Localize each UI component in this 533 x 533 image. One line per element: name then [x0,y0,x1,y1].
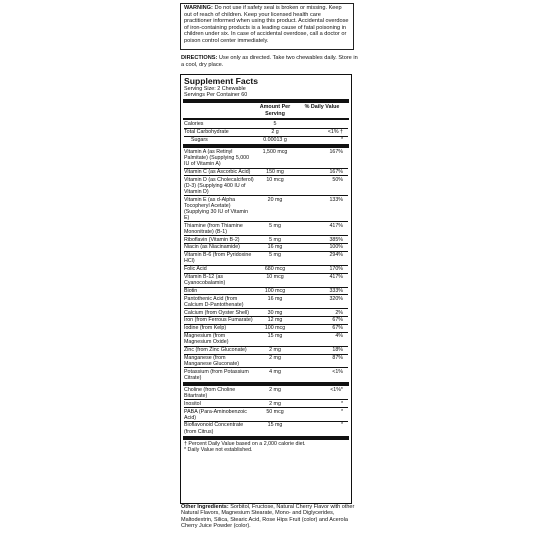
nutrient-name: Vitamin B-6 (from Pyridoxine HCl) [184,252,252,265]
nutrient-amount: 5 mg [269,236,281,243]
nutrient-amount: 5 [273,121,277,128]
divider-thick [183,382,349,386]
divider-medium [183,118,349,120]
nutrient-row [184,387,348,399]
nutrient-row [184,401,348,407]
nutrient-name: Riboflavin (Vitamin B-2) [184,236,240,243]
nutrient-dv: 133% [329,196,343,203]
directions-text: Use only as directed. Take two chewables daily. Store in a cool, dry place. [181,55,358,68]
nutrient-row [184,369,348,381]
nutrient-dv: 67% [332,317,343,324]
nutrient-amount: 20 mg [267,196,283,203]
nutrient-dv: 2% [335,309,343,316]
nutrient-dv: 294% [329,252,343,259]
nutrient-amount: 2 mg [269,400,281,407]
nutrient-dv: 87% [332,354,343,361]
nutrient-row [184,310,348,316]
nutrient-row [184,409,348,421]
nutrient-name: Inositol [184,400,201,407]
nutrient-amount: 0.00013 g [263,136,287,143]
nutrient-name: Vitamin D (as Cholecalciferol) (D-3) (Supplying 400 IU of Vitamin D) [184,176,254,195]
nutrient-amount: 15 mg [267,333,283,340]
nutrient-dv: 67% [332,325,343,332]
directions-label: DIRECTIONS: [181,55,218,61]
nutrient-amount: 10 mcg [266,273,284,280]
nutrient-name: Manganese (from Manganese Gluconate) [184,354,240,367]
warning-label: WARNING: [184,5,213,11]
nutrient-row [184,137,348,143]
other-ingredients [181,504,357,529]
nutrient-name: Magnesium (from Magnesium Oxide) [184,333,229,346]
nutrient-name: Biotin [184,287,198,294]
nutrient-name: PABA (Para-Aminobenzoic Acid) [184,408,247,421]
directions [181,55,361,68]
nutrient-amount: 1,500 mcg [262,148,288,155]
nutrient-dv: 100% [329,244,343,251]
nutrient-row [184,347,348,353]
nutrient-dv: * [340,136,343,143]
nutrient-row [184,274,348,286]
nutrient-row [184,288,348,294]
nutrient-dv: 320% [329,295,343,302]
nutrient-amount: 2 mg [269,386,281,393]
nutrient-dv: <1% † [327,129,343,136]
divider-thick [183,99,349,103]
nutrient-dv: * [340,408,343,415]
nutrient-amount: 50 mcg [266,408,284,415]
nutrient-dv: 417% [329,222,343,229]
nutrient-amount: 5 mg [269,252,281,259]
nutrient-amount: 30 mg [267,309,283,316]
nutrient-row [184,177,348,195]
nutrient-amount: 100 mcg [264,325,286,332]
facts-title: Supplement Facts [184,76,259,86]
macro-rows [184,121,348,143]
nutrient-dv: 50% [332,176,343,183]
nutrient-dv: 170% [329,266,343,273]
nutrient-name: Potassium (from Potassium Citrate) [184,368,249,381]
nutrient-amount: 680 mcg [264,266,286,273]
nutrient-amount: 12 mg [267,317,283,324]
nutrient-dv: <1% [332,368,343,375]
nutrient-name: Calcium (from Oyster Shell) [184,309,250,316]
footnote-dv: † Percent Daily Value based on a 2,000 calorie diet. [184,440,306,447]
nutrient-dv [296,121,348,127]
nutrient-dv: 417% [329,273,343,280]
nutrient-name: Total Carbohydrate [184,129,229,136]
nutrient-name: Vitamin A (as Retinyl Palmitate) (Supplying 5,000 IU of Vitamin A) [184,148,250,168]
nutrient-amount: 100 mcg [264,287,286,294]
footnote-not-established: * Daily Value not established. [184,446,253,453]
nutrient-dv: 385% [329,236,343,243]
nutrient-amount: 2 g [271,129,279,136]
nutrient-name: Thiamine (from Thiamine Mononitrate) (B-1) [184,222,243,235]
nutrient-amount: 16 mg [267,244,283,251]
warning-box [180,3,354,50]
nutrient-row [184,169,348,175]
nutrient-amount: 2 mg [269,347,281,353]
nutrient-dv: * [340,400,343,407]
serving-size: Serving Size: 2 Chewable [184,86,246,92]
other-ingredients-text: Sorbitol, Fructose, Natural Cherry Flavor with other Natural Flavors, Magnesium Stearate, Mono- and Diglycerides, Maltodextrin, Silica, Stearic Acid, Rose Hips Fruit (color) and Acerola Cherry Juice Powder (color). [181,504,355,529]
nutrient-row [184,252,348,264]
nutrient-name: Folic Acid [184,266,207,273]
nutrient-dv: 167% [329,148,343,155]
nutrient-row [184,149,348,167]
vitamin-rows [184,149,348,381]
nutrient-name: Iodine (from Kelp) [184,325,227,332]
other-nutrient-rows [184,387,348,435]
nutrient-row [184,333,348,345]
col-amount-header: Amount Per Serving [259,104,291,117]
nutrient-amount: 4 mg [269,368,281,375]
nutrient-row [184,422,348,434]
nutrient-row [184,244,348,250]
nutrient-amount: 150 mg [266,168,284,175]
nutrient-row [184,129,348,135]
nutrient-name: Choline (from Choline Bitartrate) [184,386,236,399]
nutrient-row [184,197,348,221]
nutrient-row [184,317,348,323]
nutrient-name: Bioflavonoid Concentrate (from Citrus) [184,422,244,435]
nutrient-row [184,223,348,235]
servings-per-container: Servings Per Container 60 [184,92,248,99]
nutrient-name: Vitamin E (as d-Alpha Tocopheryl Acetate) (Supplying 30 IU of Vitamin E) [184,196,249,221]
nutrient-dv: 4% [335,333,343,340]
nutrient-name: Calories [184,121,204,128]
nutrient-amount: 15 mg [267,422,283,429]
divider-thick [183,436,349,440]
col-dv-header: % Daily Value [304,104,340,111]
nutrient-dv: <1%* [330,386,343,393]
supplement-facts-panel [180,74,352,504]
nutrient-dv: 167% [329,168,343,175]
nutrient-name: Sugars [191,136,208,143]
warning-text: Do not use if safety seal is broken or missing. Keep out of reach of children. Keep your licensed health care practitioner informed when using this product. Accidental overdose of iron-containing products is a leading cause of fatal poisoning in children under six. In case of accidental overdose, call a doctor or poison control center immediately. [184,5,349,44]
nutrient-dv: 18% [332,347,343,353]
nutrient-amount: 16 mg [267,295,283,302]
nutrient-row [184,121,348,127]
nutrient-name: Pantothenic Acid (from Calcium D-Pantothenate) [184,295,244,308]
nutrient-name: Zinc (from Zinc Gluconate) [184,347,247,353]
other-ingredients-label: Other Ingredients: [181,504,229,510]
nutrient-name: Niacin (as Niacinamide) [184,244,240,251]
nutrient-row [184,325,348,331]
facts-column-header [184,104,348,116]
nutrient-dv: 333% [329,287,343,294]
nutrient-row [184,237,348,243]
nutrient-amount: 10 mcg [266,176,284,183]
nutrient-amount: 2 mg [269,354,281,361]
nutrient-name: Vitamin C (as Ascorbic Acid) [184,168,251,175]
nutrient-name: Iron (from Ferrous Fumarate) [184,317,253,324]
nutrient-amount: 5 mg [269,222,281,229]
nutrient-row [184,266,348,272]
nutrient-name: Vitamin B-12 (as Cyanocobalamin) [184,273,226,286]
nutrient-row [184,296,348,308]
nutrient-row [184,355,348,367]
nutrient-dv: * [340,422,343,429]
divider-thick [183,144,349,148]
